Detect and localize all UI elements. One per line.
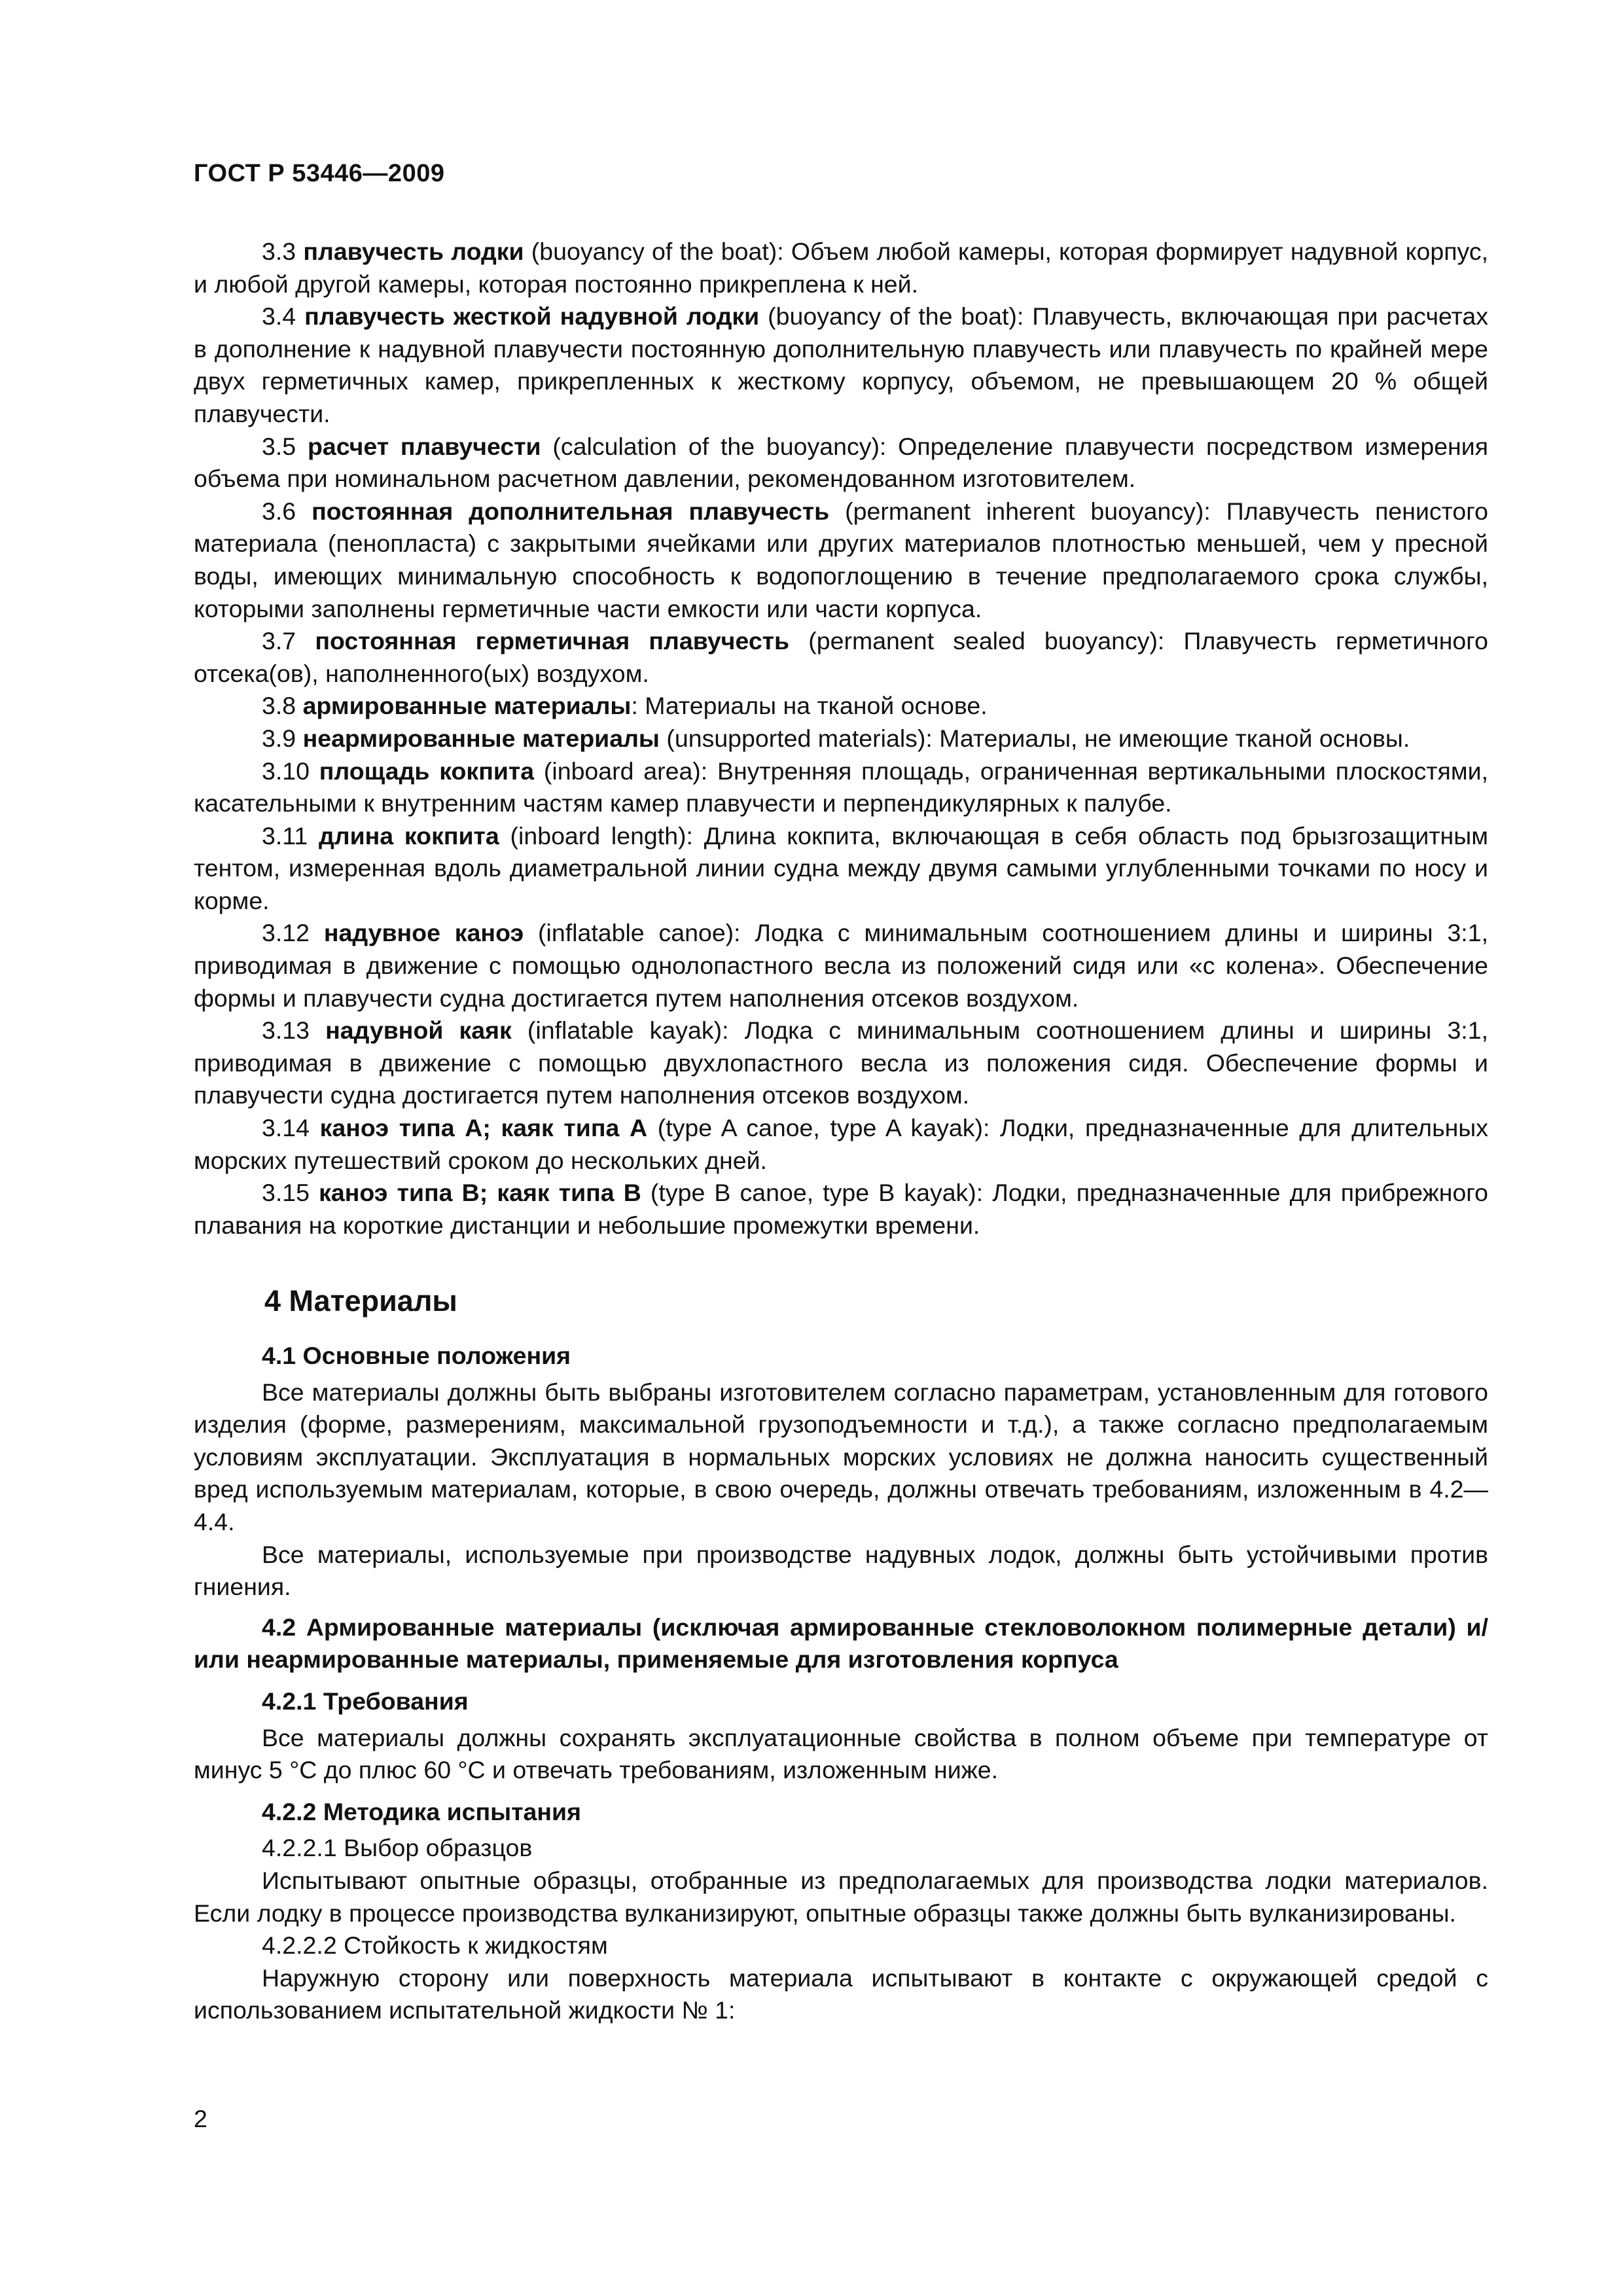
definition-text: (inflatable kayak): Лодка с минимальным соотношением длины и ширины 3:1, приводимая в движение с помощью двухлопастного весла из положения сидя. Обеспечение формы и плавучести судна достигается путем наполнения отсеков воздухом. (194, 1016, 1489, 1109)
paragraph: Наружную сторону или поверхность материала испытывают в контакте с окружающей средой с использованием испытательной жидкости № 1: (194, 1964, 1488, 2024)
definition-text: (inflatable canoe): Лодка с минимальным соотношением длины и ширины 3:1, приводимая в движение с помощью однолопастного весла из положений сидя или «с колена». Обеспечение формы и плавучести судна достигается путем наполнения отсеков воздухом. (194, 919, 1489, 1012)
definition-number: 3.7 (262, 627, 296, 655)
definition-number: 3.13 (262, 1016, 310, 1045)
paragraph: Испытывают опытные образцы, отобранные из предполагаемых для производства лодки материалов. Если лодку в процессе производства вулканизируют, опытные образцы также должны быть вулканизированы. (194, 1866, 1488, 1927)
definition-paragraph (194, 1014, 1488, 1112)
definition-text: (permanent inherent buoyancy): Плавучесть пенистого материала (пенопласта) с закрытыми ячейками или других материалов плотностью меньшей, чем у пресной воды, имеющих минимальную способность к водопоглощению в течение предполагаемого срока службы, которыми заполнены герметичные части емкости или части корпуса. (194, 497, 1489, 622)
definition-number: 3.11 (262, 821, 308, 850)
definition-text: (type A canoe, type A kayak): Лодки, предназначенные для длительных морских путешествий сроком до нескольких дней. (194, 1114, 1489, 1174)
definition-term: армированные материалы (302, 692, 632, 720)
definitions-list (194, 236, 1488, 1242)
definition-paragraph (194, 236, 1488, 300)
definition-text: (calculation of the buoyancy): Определение плавучести посредством измерения объема при номинальном расчетном давлении, рекомендованном изготовителем. (194, 432, 1489, 493)
definition-number: 3.4 (262, 302, 296, 331)
definition-term: постоянная дополнительная плавучесть (312, 497, 830, 525)
definition-term: постоянная герметичная плавучесть (315, 627, 790, 655)
subsection-title: 4.2.1 Требования (262, 1687, 469, 1715)
definition-text: (unsupported materials): Материалы, не имеющие тканой основы. (659, 724, 1410, 752)
definition-paragraph (194, 690, 1488, 723)
definition-paragraph (194, 755, 1488, 820)
definition-text: (inboard length): Длина кокпита, включающая в себя область под брызгозащитным тентом, измеренная вдоль диаметральной линии судна между двумя самыми углубленными точками по носу и корме. (194, 821, 1488, 914)
page-number: 2 (194, 2105, 207, 2132)
definition-term: надувной каяк (325, 1016, 512, 1045)
definition-text: (type B canoe, type B kayak): Лодки, предназначенные для прибрежного плавания на короткие дистанции и небольшие промежутки времени. (194, 1179, 1489, 1239)
definition-number: 3.3 (262, 238, 296, 265)
definition-paragraph (194, 431, 1488, 495)
clause-heading: 4.2.2.2 Стойкость к жидкостям (262, 1931, 608, 1960)
definition-paragraph (194, 1112, 1488, 1177)
definition-number: 3.14 (262, 1114, 310, 1142)
clause-heading: 4.2.2.1 Выбор образцов (262, 1834, 533, 1862)
paragraph: Все материалы должны сохранять эксплуатационные свойства в полном объеме при температуре от минус 5 °С до плюс 60 °С и отвечать требованиям, изложенным ниже. (194, 1723, 1488, 1784)
definition-term: неармированные материалы (302, 724, 660, 752)
definition-number: 3.8 (262, 692, 296, 720)
definition-number: 3.5 (262, 432, 296, 460)
definition-number: 3.12 (262, 919, 310, 947)
definition-paragraph (194, 723, 1488, 755)
definition-term: площадь кокпита (319, 757, 535, 785)
definition-text: : Материалы на тканой основе. (631, 692, 988, 720)
document-header: ГОСТ Р 53446—2009 (194, 160, 445, 187)
subsection-title: 4.1 Основные положения (262, 1342, 571, 1369)
definition-number: 3.10 (262, 757, 310, 785)
subsection-title: 4.2.2 Методика испытания (262, 1797, 581, 1825)
document-body (194, 236, 1488, 2027)
paragraph: Все материалы, используемые при производстве надувных лодок, должны быть устойчивыми против гниения. (194, 1540, 1488, 1601)
definition-paragraph (194, 820, 1488, 918)
definition-term: каноэ типа А; каяк типа А (319, 1114, 648, 1142)
paragraph: Все материалы должны быть выбраны изготовителем согласно параметрам, установленным для готового изделия (форме, размерениям, максимальной грузоподъемности и т.д.), а также согласно предполагаемым условиям эксплуатации. Эксплуатация в нормальных морских условиях не должна наносить существенный вред используемым материалам, которые, в свою очередь, должны отвечать требованиям, изложенным в 4.2—4.4. (194, 1378, 1488, 1535)
definition-text: (inboard area): Внутренняя площадь, ограниченная вертикальными плоскостями, касательными к внутренним частям камер плавучести и перпендикулярных к палубе. (194, 757, 1489, 817)
subsection-title: 4.2 Армированные материалы (исключая армированные стекловолокном полимерные детали) и/или неармированные материалы, применяемые для изготовления корпуса (194, 1613, 1488, 1674)
definition-term: каноэ типа В; каяк типа В (319, 1179, 641, 1207)
definition-term: длина кокпита (318, 821, 499, 850)
definition-number: 3.15 (262, 1179, 310, 1207)
definition-term: надувное каноэ (323, 919, 524, 947)
section-title: 4 Материалы (264, 1284, 457, 1318)
definition-paragraph (194, 625, 1488, 690)
definition-paragraph (194, 300, 1488, 430)
definition-number: 3.9 (262, 724, 296, 752)
definition-text: (permanent sealed buoyancy): Плавучесть герметичного отсека(ов), наполненного(ых) воздухом. (194, 627, 1488, 687)
definition-number: 3.6 (262, 497, 296, 525)
definition-text: (buoyancy of the boat): Плавучесть, включающая при расчетах в дополнение к надувной плавучести постоянную дополнительную плавучесть или плавучесть по крайней мере двух герметичных камер, прикрепленных к жесткому корпусу, объемом, не превышающем 20 % общей плавучести. (194, 302, 1488, 427)
definition-term: плавучесть жесткой надувной лодки (304, 302, 760, 331)
definition-text: (buoyancy of the boat): Объем любой камеры, которая формирует надувной корпус, и любой другой камеры, которая постоянно прикреплена к ней. (194, 238, 1489, 298)
definition-paragraph (194, 1177, 1488, 1242)
definition-term: плавучесть лодки (303, 238, 524, 265)
definition-term: расчет плавучести (307, 432, 541, 460)
definition-paragraph (194, 917, 1488, 1014)
definition-paragraph (194, 495, 1488, 625)
